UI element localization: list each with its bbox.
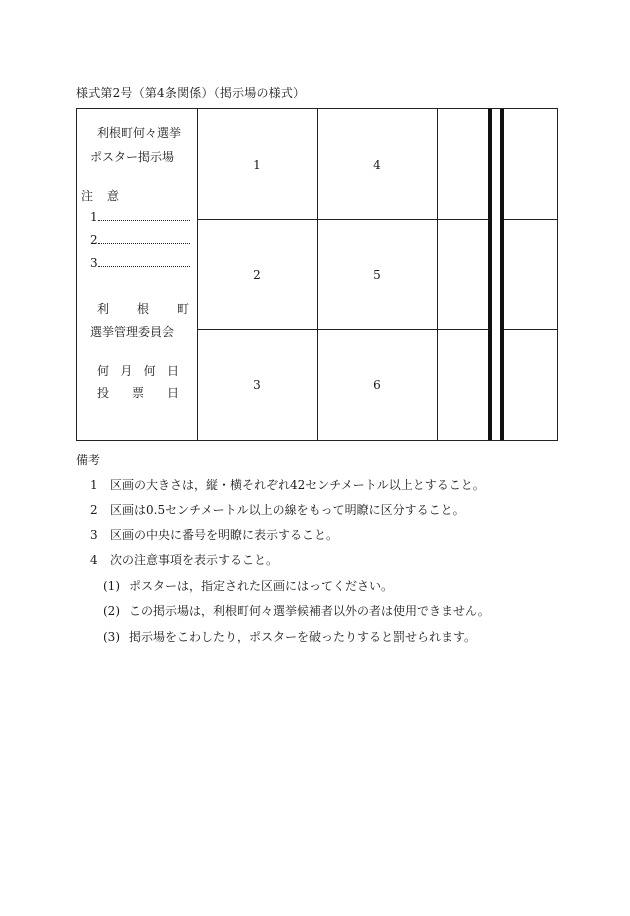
board-header-line1: 利根町何々選挙	[97, 126, 182, 140]
section-number: 6	[373, 378, 381, 392]
remark-item: 2 区画は0.5センチメートル以上の線をもって明瞭に区分すること。	[90, 503, 465, 517]
column-divider	[317, 109, 318, 440]
board-info-panel	[77, 109, 197, 440]
thick-divider-right	[500, 109, 504, 440]
notice-label: 注 意	[81, 189, 120, 203]
row-divider	[197, 329, 490, 330]
section-number: 5	[373, 268, 381, 282]
org-line1: 利 根 町	[97, 302, 189, 316]
notice-item-3: 3	[90, 256, 190, 270]
remark-item: 1 区画の大きさは，縦・横それぞれ42センチメートル以上とすること。	[90, 478, 485, 492]
row-divider	[504, 329, 557, 330]
remark-subitem: (2) この掲示場は，利根町何々選挙候補者以外の者は使用できません。	[103, 604, 490, 618]
section-number: 4	[373, 158, 381, 172]
remark-item: 4 次の注意事項を表示すること。	[90, 553, 279, 567]
row-divider	[504, 219, 557, 220]
remark-item: 3 区画の中央に番号を明瞭に表示すること。	[90, 528, 339, 542]
section-number: 3	[253, 378, 261, 392]
org-line2: 選挙管理委員会	[90, 325, 175, 339]
notice-item-1: 1	[90, 210, 190, 224]
remark-subitem: (1) ポスターは，指定された区画にはってください。	[103, 579, 394, 593]
column-divider	[437, 109, 438, 440]
info-column-divider	[197, 109, 198, 440]
row-divider	[197, 219, 490, 220]
board-header-line2: ポスター掲示場	[90, 150, 175, 164]
remarks-title: 備考	[76, 453, 101, 467]
poster-board-diagram	[76, 108, 558, 441]
notice-item-2: 2	[90, 233, 190, 247]
page-title: 様式第2号（第4条関係）（掲示場の様式）	[76, 86, 306, 100]
thick-divider-left	[488, 109, 492, 440]
date-line2: 投 票 日	[97, 386, 179, 400]
remark-subitem: (3) 掲示場をこわしたり，ポスターを破ったりすると罰せられます。	[103, 630, 477, 644]
section-number: 2	[253, 268, 261, 282]
section-number: 1	[253, 158, 261, 172]
date-line1: 何 月 何 日	[97, 364, 179, 378]
